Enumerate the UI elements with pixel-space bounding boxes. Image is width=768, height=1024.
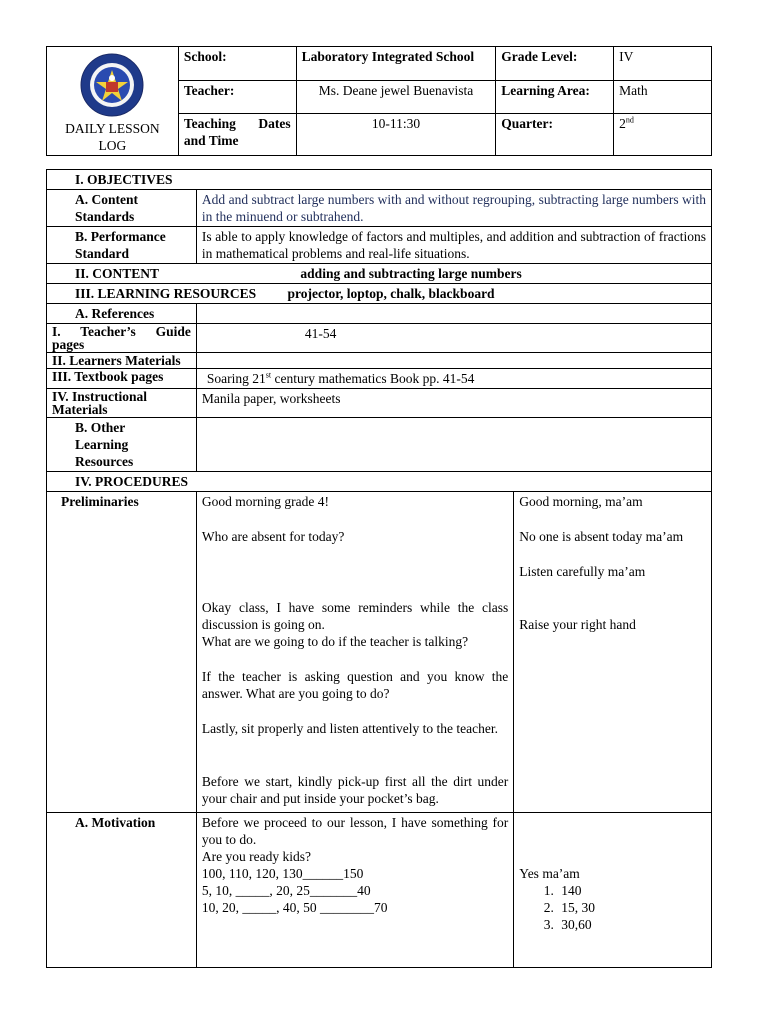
dates-value: 10-11:30 [296,114,496,156]
motivation-line: 100, 110, 120, 130______150 [201,866,364,881]
list-item: 1. 140 [557,882,706,899]
list-item: 2. 15, 30 [557,899,706,916]
area-value: Math [614,80,712,114]
logo-cell [47,47,179,156]
references-row [47,304,712,324]
dates-label: Teaching Dates and Time [178,114,296,156]
teachers-guide-label: I. Teacher’s Guide pages [47,324,197,353]
performance-standard-row [47,227,712,264]
quarter-label: Quarter: [496,114,614,156]
content-standards-row [47,190,712,227]
teacher-line: Lastly, sit properly and listen attentively to the teacher. [201,721,498,736]
instructional-label: IV. Instructional Materials [47,389,197,418]
instructional-value: Manila paper, worksheets [196,389,711,418]
objectives-heading: I. OBJECTIVES [47,170,712,190]
motivation-teacher [196,813,513,968]
grade-value: IV [614,47,712,81]
procedures-heading: IV. PROCEDURES [47,472,712,492]
log-title: DAILY LESSON LOG [65,121,160,153]
content-heading: II. CONTENT [47,264,197,284]
student-line: Good morning, ma’am [519,494,643,509]
preliminaries-teacher [196,492,513,813]
preliminaries-row [47,492,712,813]
student-line: Raise your right hand [519,617,636,632]
motivation-students [514,813,712,968]
teacher-label: Teacher: [178,80,296,114]
list-item: 3. 30,60 [557,916,706,933]
resources-row [47,284,712,304]
motivation-label: A. Motivation [47,813,197,968]
motivation-line: Before we proceed to our lesson, I have something for you to do. [201,815,509,847]
quarter-value: 2nd [614,114,712,156]
content-standards-text: Add and subtract large numbers with and without regrouping, subtracting large numbers with in the minuend or subtrahend. [196,190,711,227]
textbook-label: III. Textbook pages [47,369,197,389]
resources-heading: III. LEARNING RESOURCES [75,286,257,301]
learners-label: II. Learners Materials [47,353,197,369]
teacher-value: Ms. Deane jewel Buenavista [296,80,496,114]
resources-heading-cell [47,284,712,304]
content-text: adding and subtracting large numbers [196,264,711,284]
deped-seal-icon [79,52,145,118]
objectives-heading-row [47,170,712,190]
student-line: Listen carefully ma’am [519,564,646,579]
teacher-line: Good morning grade 4! [201,494,330,509]
teachers-guide-row [47,324,712,353]
motivation-row [47,813,712,968]
other-resources-label: B. Other Learning Resources [47,418,197,472]
teacher-line: Who are absent for today? [201,529,345,544]
content-row [47,264,712,284]
resources-text: projector, loptop, chalk, blackboard [287,286,495,301]
preliminaries-students [514,492,712,813]
area-label: Learning Area: [496,80,614,114]
motivation-line: Are you ready kids? [201,849,312,864]
performance-standard-label: B. Performance Standard [47,227,197,264]
school-label: School: [178,47,296,81]
other-resources-value [196,418,711,472]
references-label: A. References [47,304,197,324]
teacher-line: Okay class, I have some reminders while the class discussion is going on. [201,600,509,632]
textbook-row [47,369,712,389]
teachers-guide-value: 41-54 [196,324,711,353]
references-value [196,304,711,324]
student-line: No one is absent today ma’am [519,529,684,544]
teacher-line: If the teacher is asking question and you know the answer. What are you going to do? [201,669,509,701]
motivation-line: 5, 10, _____, 20, 25_______40 [201,883,371,898]
procedures-heading-row [47,472,712,492]
textbook-value: Soaring 21st century mathematics Book pp. 41-54 [196,369,711,389]
grade-label: Grade Level: [496,47,614,81]
motivation-line: 10, 20, _____, 40, 50 ________70 [201,900,388,915]
teacher-line: What are we going to do if the teacher is talking? [201,634,469,649]
content-standards-label: A. Content Standards [47,190,197,227]
motivation-answer-list [519,882,706,933]
learners-value [196,353,711,369]
other-resources-row [47,418,712,472]
learners-row [47,353,712,369]
performance-standard-text: Is able to apply knowledge of factors and multiples, and addition and subtraction of fractions in mathematical problems and real-life situations. [196,227,711,264]
lesson-table [46,169,712,968]
preliminaries-label: Preliminaries [47,492,197,813]
motivation-answer-intro: Yes ma’am [519,866,580,881]
teacher-line: Before we start, kindly pick-up first all the dirt under your chair and put inside your pocket’s bag. [201,774,509,806]
header-table [46,46,712,156]
school-value: Laboratory Integrated School [296,47,496,81]
instructional-row [47,389,712,418]
